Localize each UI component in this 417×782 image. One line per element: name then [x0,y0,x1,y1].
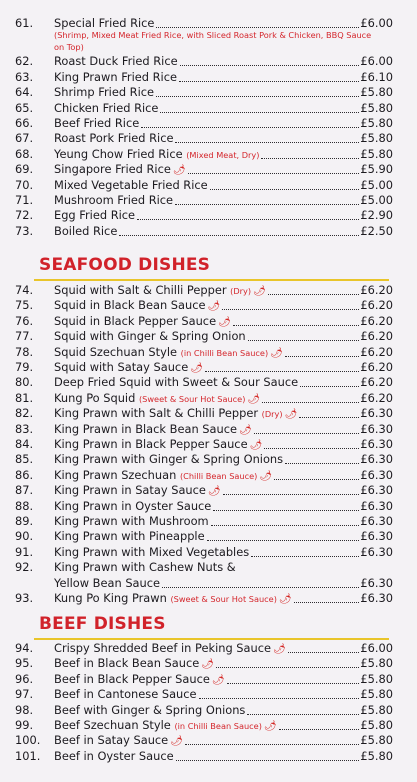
item-name [54,529,205,544]
item-price: £5.80 [360,671,393,686]
item-name-text: King Prawn in Black Pepper Sauce [54,437,248,451]
item-name-text: Chicken Fried Rice [54,100,159,115]
item-price: £6.00 [360,54,393,69]
dot-leader [156,27,359,28]
item-number: 91. [15,544,34,559]
item-price: £6.20 [360,360,393,374]
menu-item-row [0,178,417,193]
dot-leader [213,510,359,511]
item-number: 66. [15,116,34,130]
chili-pepper-icon: 🌶︎ [190,363,203,374]
item-name-continued: Yellow Bean Sauce [54,575,161,590]
item-price: £6.20 [360,283,393,297]
item-name-text: Mixed Vegetable Fried Rice [54,177,208,192]
item-name-text: Squid with Ginger & Spring Onion [54,329,246,344]
menu-item-row [0,452,417,467]
item-price: £5.80 [360,146,393,161]
menu-item-row [0,391,417,406]
item-number: 79. [15,360,34,374]
item-price: £6.30 [360,452,393,467]
chili-pepper-icon: 🌶︎ [238,424,252,436]
chili-pepper-icon: 🌶︎ [253,286,266,297]
item-name [54,483,221,499]
item-number: 81. [15,390,34,405]
dot-leader [162,587,359,588]
dot-leader [160,112,359,113]
item-name-text: Squid with Salt & Chilli Pepper [54,283,227,297]
item-name-text: Roast Duck Fried Rice [54,54,178,69]
dot-leader [223,494,360,495]
menu-item-row [0,162,417,177]
item-name [54,499,211,514]
item-description: (Shrimp, Mixed Meat Fried Rice, with Sliced Roast Pork & Chicken, BBQ Sauce on Top) [54,30,372,52]
item-number: 83. [15,421,34,436]
item-name [54,422,252,438]
item-name [54,85,154,100]
item-price: £6.30 [360,591,393,605]
item-note: (Dry) [230,286,252,296]
item-number: 99. [15,718,34,732]
item-name [54,329,246,344]
item-name-text: King Prawn with Mixed Vegetables [54,544,250,559]
item-price: £5.80 [360,748,393,763]
item-name-text: Beef in Satay Sauce [54,733,169,748]
item-name-text: Squid in Black Bean Sauce [54,298,206,313]
menu-item-row [0,437,417,452]
item-price: £6.20 [360,313,393,328]
chili-pepper-icon: 🌶︎ [263,721,277,732]
menu-item-row [0,283,417,298]
chili-pepper-icon: 🌶︎ [278,594,292,605]
chili-pepper-icon: 🌶︎ [170,736,183,748]
dot-leader [175,204,359,205]
item-price: £5.80 [360,718,393,732]
item-name-text: Shrimp Fried Rice [54,85,155,100]
item-price: £5.80 [360,733,393,748]
item-number: 101. [15,748,41,763]
item-number: 84. [15,437,34,451]
item-name [54,514,209,529]
item-name [54,101,158,116]
item-number: 70. [15,177,34,192]
menu-item-row [0,314,417,329]
menu-item-row [0,529,417,544]
menu-item-row [0,16,417,31]
dot-leader [137,219,359,220]
menu-item-row [0,545,417,560]
section-divider [34,279,389,281]
menu-item-row [0,360,417,375]
dot-leader [211,525,360,526]
dot-leader [300,386,359,387]
menu-item-row [0,54,417,69]
dot-leader [264,448,359,449]
chili-pepper-icon: 🌶︎ [259,470,273,482]
menu-item-row-continued [0,576,417,591]
item-name [54,70,177,85]
dot-leader [251,556,359,557]
chili-pepper-icon: 🌶︎ [211,674,225,686]
item-price: £6.20 [360,375,393,390]
item-name [54,703,245,718]
item-name-text: Squid with Satay Sauce [54,360,189,374]
item-price: £5.80 [360,656,393,671]
dot-leader [207,540,360,541]
dot-leader [119,235,359,236]
section-heading: BEEF DISHES [39,614,166,634]
item-price: £5.80 [360,116,393,130]
item-name [54,641,286,657]
item-note: (Sweet & Sour Hot Sauce) [138,393,246,404]
item-name-text: King Prawn in Oyster Sauce [54,498,212,513]
item-number: 98. [15,702,34,717]
chili-pepper-icon: 🌶︎ [218,316,231,328]
item-name [54,298,220,314]
item-name [54,468,272,484]
item-name [54,147,259,163]
item-name-text: Beef in Oyster Sauce [54,748,174,763]
item-price: £5.00 [360,177,393,192]
dot-leader [247,714,359,715]
menu-item-row [0,208,417,223]
item-price: £5.80 [360,100,393,115]
item-note: (in Chilli Bean Sauce) [174,721,262,731]
item-name [54,452,283,467]
item-price: £2.90 [360,208,393,223]
item-name-text: Beef Szechuan Style [54,718,171,732]
item-price: £6.20 [360,390,393,405]
item-name-text: Mushroom Fried Rice [54,193,174,207]
item-number: 69. [15,162,34,177]
item-number: 78. [15,344,34,359]
item-name-text: King Prawn with Pineapple [54,529,205,544]
item-name-text: Kung Po King Prawn [54,591,167,605]
item-number: 71. [15,193,34,207]
item-name [54,718,277,734]
menu-item-row [0,560,417,575]
menu-item-row [0,656,417,671]
item-price: £6.20 [360,329,393,344]
item-price: £6.30 [360,467,393,482]
item-number: 77. [15,329,34,344]
menu-item-row [0,483,417,498]
item-number: 82. [15,406,34,421]
item-price: £6.00 [360,16,393,30]
menu-item-row [0,298,417,313]
dot-leader [261,158,359,159]
item-price: £6.30 [360,498,393,513]
menu-item-row [0,703,417,718]
item-note: (in Chilli Bean Sauce) [180,347,269,358]
dot-leader [176,760,360,761]
item-price: £5.80 [360,131,393,146]
chili-pepper-icon: 🌶︎ [201,659,214,671]
dot-leader [216,667,359,668]
item-number: 75. [15,298,34,313]
menu-item-row [0,468,417,483]
item-name-text: Boiled Rice [54,223,118,238]
dot-leader [233,325,360,326]
menu-item-row [0,116,417,131]
menu-item-row [0,147,417,162]
item-number: 97. [15,687,34,702]
item-name [54,360,203,376]
item-name [54,545,249,560]
item-name [54,560,236,575]
item-name [54,131,173,146]
item-name [54,375,298,390]
dot-leader [180,65,360,66]
menu-item-row [0,749,417,764]
menu-item-row [0,499,417,514]
dot-leader [268,294,360,295]
item-name [54,656,214,672]
menu-item-row [0,422,417,437]
item-name-text: Beef in Black Bean Sauce [54,656,200,671]
item-price: £6.30 [360,437,393,451]
item-name [54,178,208,193]
item-number: 73. [15,223,34,238]
item-name-text: King Prawn in Satay Sauce [54,483,206,498]
item-number: 61. [15,16,34,30]
menu-item-row [0,193,417,208]
item-name-text: Kung Po Squid [54,390,136,405]
item-number: 72. [15,208,34,223]
item-name [54,749,174,764]
item-name-text: Yeung Chow Fried Rice [54,146,183,161]
item-name-text: Beef in Black Pepper Sauce [54,671,210,686]
item-name-text: Special Fried Rice [54,16,155,30]
item-number: 92. [15,560,34,575]
item-name-text: King Prawn with Cashew Nuts & [54,560,236,575]
dot-leader [254,433,360,434]
dot-leader [205,371,359,372]
chili-pepper-icon: 🌶︎ [270,347,283,359]
menu-item-row [0,131,417,146]
item-number: 96. [15,671,34,686]
item-name [54,224,117,239]
item-name-text: King Prawn with Mushroom [54,514,209,528]
item-price: £6.00 [360,641,393,655]
item-number: 62. [15,54,34,69]
item-name [54,283,266,299]
item-name [54,437,262,453]
item-number: 63. [15,69,34,84]
item-name [54,591,292,607]
item-name [54,162,186,178]
chili-pepper-icon: 🌶︎ [284,409,298,421]
item-price: £6.30 [360,575,393,590]
dot-leader [262,402,359,403]
chili-pepper-icon: 🌶︎ [207,486,221,498]
item-name-text: King Prawn Fried Rice [54,69,177,84]
menu-item-row [0,718,417,733]
menu-item-row [0,733,417,748]
item-name [54,687,197,702]
item-number: 64. [15,85,34,100]
menu-item-row [0,101,417,116]
item-price: £5.80 [360,687,393,702]
item-name-text: Beef in Cantonese Sauce [54,687,197,702]
item-price: £6.30 [360,421,393,436]
item-price: £6.30 [360,406,393,421]
item-name [54,345,283,361]
item-number: 67. [15,131,34,146]
menu-item-row [0,514,417,529]
item-name-text: King Prawn in Black Bean Sauce [54,421,237,436]
menu-item-row [0,641,417,656]
item-price: £5.80 [360,702,393,717]
item-number: 74. [15,283,34,297]
item-price: £6.30 [360,514,393,528]
item-number: 100. [15,733,41,748]
dot-leader [141,127,359,128]
item-name-text: Squid Szechuan Style [54,344,178,359]
item-note: (Dry) [261,409,283,420]
dot-leader [179,81,359,82]
item-name [54,314,231,330]
item-name [54,16,154,31]
item-name-text: Beef with Ginger & Spring Onions [54,702,246,717]
item-price: £6.20 [360,344,393,359]
item-price: £6.10 [360,69,393,84]
item-name [54,208,135,223]
item-name-text: King Prawn with Salt & Chilli Pepper [54,406,259,421]
menu-item-row [0,85,417,100]
dot-leader [227,683,360,684]
chili-pepper-icon: 🌶︎ [207,301,221,313]
dot-leader [288,652,360,653]
item-number: 95. [15,656,34,671]
item-name-text: Beef Fried Rice [54,116,140,130]
item-number: 90. [15,529,34,544]
item-number: 93. [15,591,34,605]
item-price: £6.20 [360,298,393,313]
menu-item-row [0,375,417,390]
item-name-text: King Prawn with Ginger & Spring Onions [54,452,284,467]
dot-leader [285,356,360,357]
item-name-text: Singapore Fried Rice [54,162,171,177]
item-name-text: Squid in Black Pepper Sauce [54,313,217,328]
dot-leader [156,96,359,97]
chili-pepper-icon: 🌶︎ [247,393,261,405]
item-name-text: Egg Fried Rice [54,208,136,223]
item-number: 86. [15,467,34,482]
item-name [54,54,178,69]
item-note: (Sweet & Sour Hot Sauce) [170,594,277,604]
menu-item-row [0,329,417,344]
menu-item-row [0,591,417,606]
dot-leader [199,698,360,699]
dot-leader [222,309,359,310]
section-divider [34,638,389,640]
item-note: (Chilli Bean Sauce) [179,470,258,481]
dot-leader [294,602,360,603]
item-name-text: Deep Fried Squid with Sweet & Sour Sauce [54,375,299,390]
item-name [54,116,139,131]
menu-item-row [0,406,417,421]
item-name-text: Crispy Shredded Beef in Peking Sauce [54,641,272,655]
dot-leader [274,479,359,480]
menu-item-row [0,687,417,702]
dot-leader [210,189,360,190]
item-name-text: Roast Pork Fried Rice [54,131,174,146]
dot-leader [248,340,360,341]
menu-item-row [0,672,417,687]
item-number: 68. [15,146,34,161]
item-price: £5.90 [360,162,393,177]
item-name [54,193,173,208]
dot-leader [299,417,359,418]
item-price: £6.30 [360,483,393,498]
item-price: £6.30 [360,544,393,559]
chili-pepper-icon: 🌶︎ [273,644,286,655]
item-name [54,733,183,749]
chili-pepper-icon: 🌶︎ [249,440,263,451]
menu-item-row [0,70,417,85]
section-heading: SEAFOOD DISHES [39,255,211,275]
item-note: (Mixed Meat, Dry) [186,149,260,160]
item-name-text: King Prawn Szechuan [54,467,177,482]
chili-pepper-icon: 🌶︎ [172,165,186,177]
dot-leader [279,729,360,730]
dot-leader [185,744,360,745]
item-number: 87. [15,483,34,498]
item-number: 94. [15,641,34,655]
item-name [54,672,225,688]
item-name [54,391,260,407]
item-number: 65. [15,100,34,115]
item-name [54,406,297,422]
item-number: 85. [15,452,34,467]
menu-item-row [0,345,417,360]
menu-item-row [0,224,417,239]
item-number: 76. [15,313,34,328]
dot-leader [175,142,359,143]
dot-leader [285,463,359,464]
dot-leader [188,173,360,174]
item-price: £6.30 [360,529,393,544]
item-price: £5.80 [360,85,393,100]
item-number: 80. [15,375,34,390]
item-price: £5.00 [360,193,393,207]
item-price: £2.50 [360,223,393,238]
item-number: 89. [15,514,34,528]
item-number: 88. [15,498,34,513]
